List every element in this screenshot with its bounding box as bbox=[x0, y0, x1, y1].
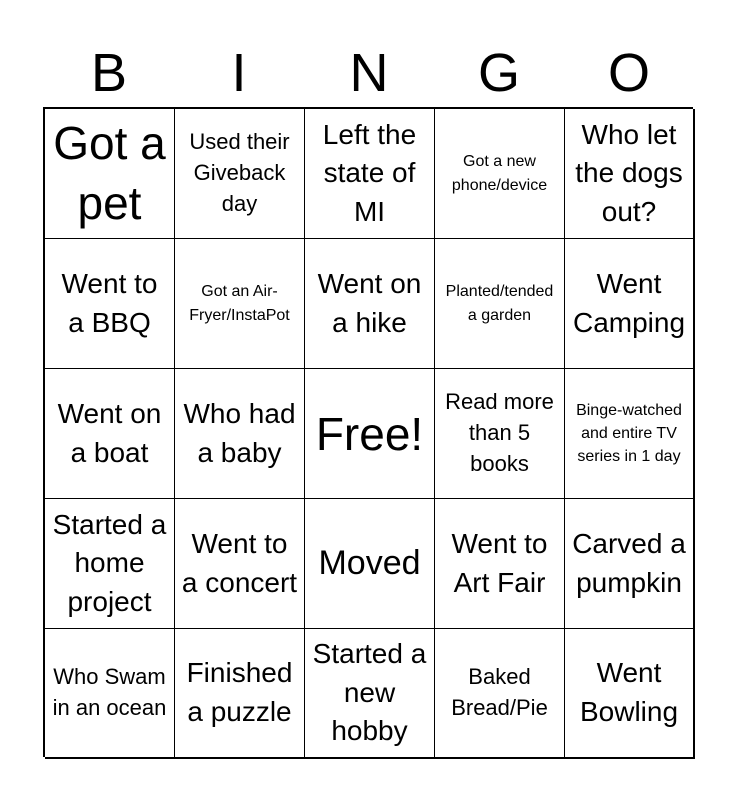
cell-label: Went Bowling bbox=[579, 657, 679, 727]
cell-label: Went to a BBQ bbox=[61, 267, 158, 338]
cell-label: Went on a boat bbox=[57, 397, 162, 468]
header-letter-n: N bbox=[349, 43, 389, 103]
cell-label: Moved bbox=[318, 544, 421, 582]
bingo-header bbox=[44, 40, 694, 106]
bingo-cell[interactable] bbox=[435, 499, 565, 629]
bingo-board bbox=[43, 107, 693, 757]
header-letter-i: I bbox=[231, 43, 247, 103]
header-letter-o: O bbox=[607, 43, 650, 103]
bingo-cell[interactable] bbox=[305, 239, 435, 369]
bingo-cell[interactable] bbox=[305, 109, 435, 239]
cell-label: Read more than 5 books bbox=[445, 389, 554, 476]
cell-label: Who let the dogs out? bbox=[575, 118, 683, 227]
cell-label: Binge-watched and entire TV series in 1 day bbox=[576, 401, 682, 466]
bingo-cell[interactable] bbox=[175, 109, 305, 239]
cell-label: Planted/tended a garden bbox=[445, 283, 554, 324]
cell-label: Started a home project bbox=[52, 508, 167, 617]
bingo-cell[interactable] bbox=[565, 499, 695, 629]
bingo-cell[interactable] bbox=[565, 109, 695, 239]
bingo-cell[interactable] bbox=[45, 109, 175, 239]
bingo-cell[interactable] bbox=[565, 629, 695, 759]
cell-label: Got an Air-Fryer/InstaPot bbox=[189, 283, 290, 324]
bingo-cell[interactable] bbox=[45, 369, 175, 499]
cell-label: Finished a puzzle bbox=[186, 657, 293, 727]
bingo-cell[interactable] bbox=[175, 499, 305, 629]
bingo-cell[interactable] bbox=[435, 629, 565, 759]
cell-label: Got a pet bbox=[53, 116, 166, 229]
bingo-cell[interactable] bbox=[175, 239, 305, 369]
cell-label: Started a new hobby bbox=[312, 638, 427, 747]
cell-label: Who had a baby bbox=[183, 397, 296, 468]
header-letter-b: B bbox=[90, 43, 128, 103]
bingo-cell[interactable] bbox=[175, 629, 305, 759]
bingo-cell[interactable] bbox=[435, 369, 565, 499]
cell-label: Got a new phone/device bbox=[451, 153, 548, 194]
bingo-cell[interactable] bbox=[565, 369, 695, 499]
cell-label: Went to Art Fair bbox=[451, 527, 548, 598]
bingo-cell[interactable] bbox=[305, 499, 435, 629]
bingo-cell[interactable] bbox=[45, 239, 175, 369]
bingo-cell[interactable] bbox=[305, 629, 435, 759]
bingo-cell[interactable] bbox=[175, 369, 305, 499]
bingo-cell[interactable] bbox=[435, 239, 565, 369]
cell-label: Who Swam in an ocean bbox=[52, 664, 167, 720]
bingo-cell[interactable] bbox=[45, 499, 175, 629]
bingo-cell[interactable] bbox=[45, 629, 175, 759]
cell-label: Carved a pumpkin bbox=[572, 527, 686, 598]
cell-label: Went on a hike bbox=[317, 267, 422, 338]
free-space-cell[interactable] bbox=[305, 369, 435, 499]
bingo-cell[interactable] bbox=[435, 109, 565, 239]
cell-label: Went to a concert bbox=[181, 527, 298, 598]
bingo-cell[interactable] bbox=[565, 239, 695, 369]
cell-label: Baked Bread/Pie bbox=[451, 664, 548, 720]
cell-label: Went Camping bbox=[572, 267, 686, 338]
cell-label: Used their Giveback day bbox=[189, 129, 290, 216]
cell-label: Left the state of MI bbox=[322, 118, 417, 227]
free-space-label: Free! bbox=[315, 407, 424, 460]
header-letter-g: G bbox=[477, 43, 520, 103]
